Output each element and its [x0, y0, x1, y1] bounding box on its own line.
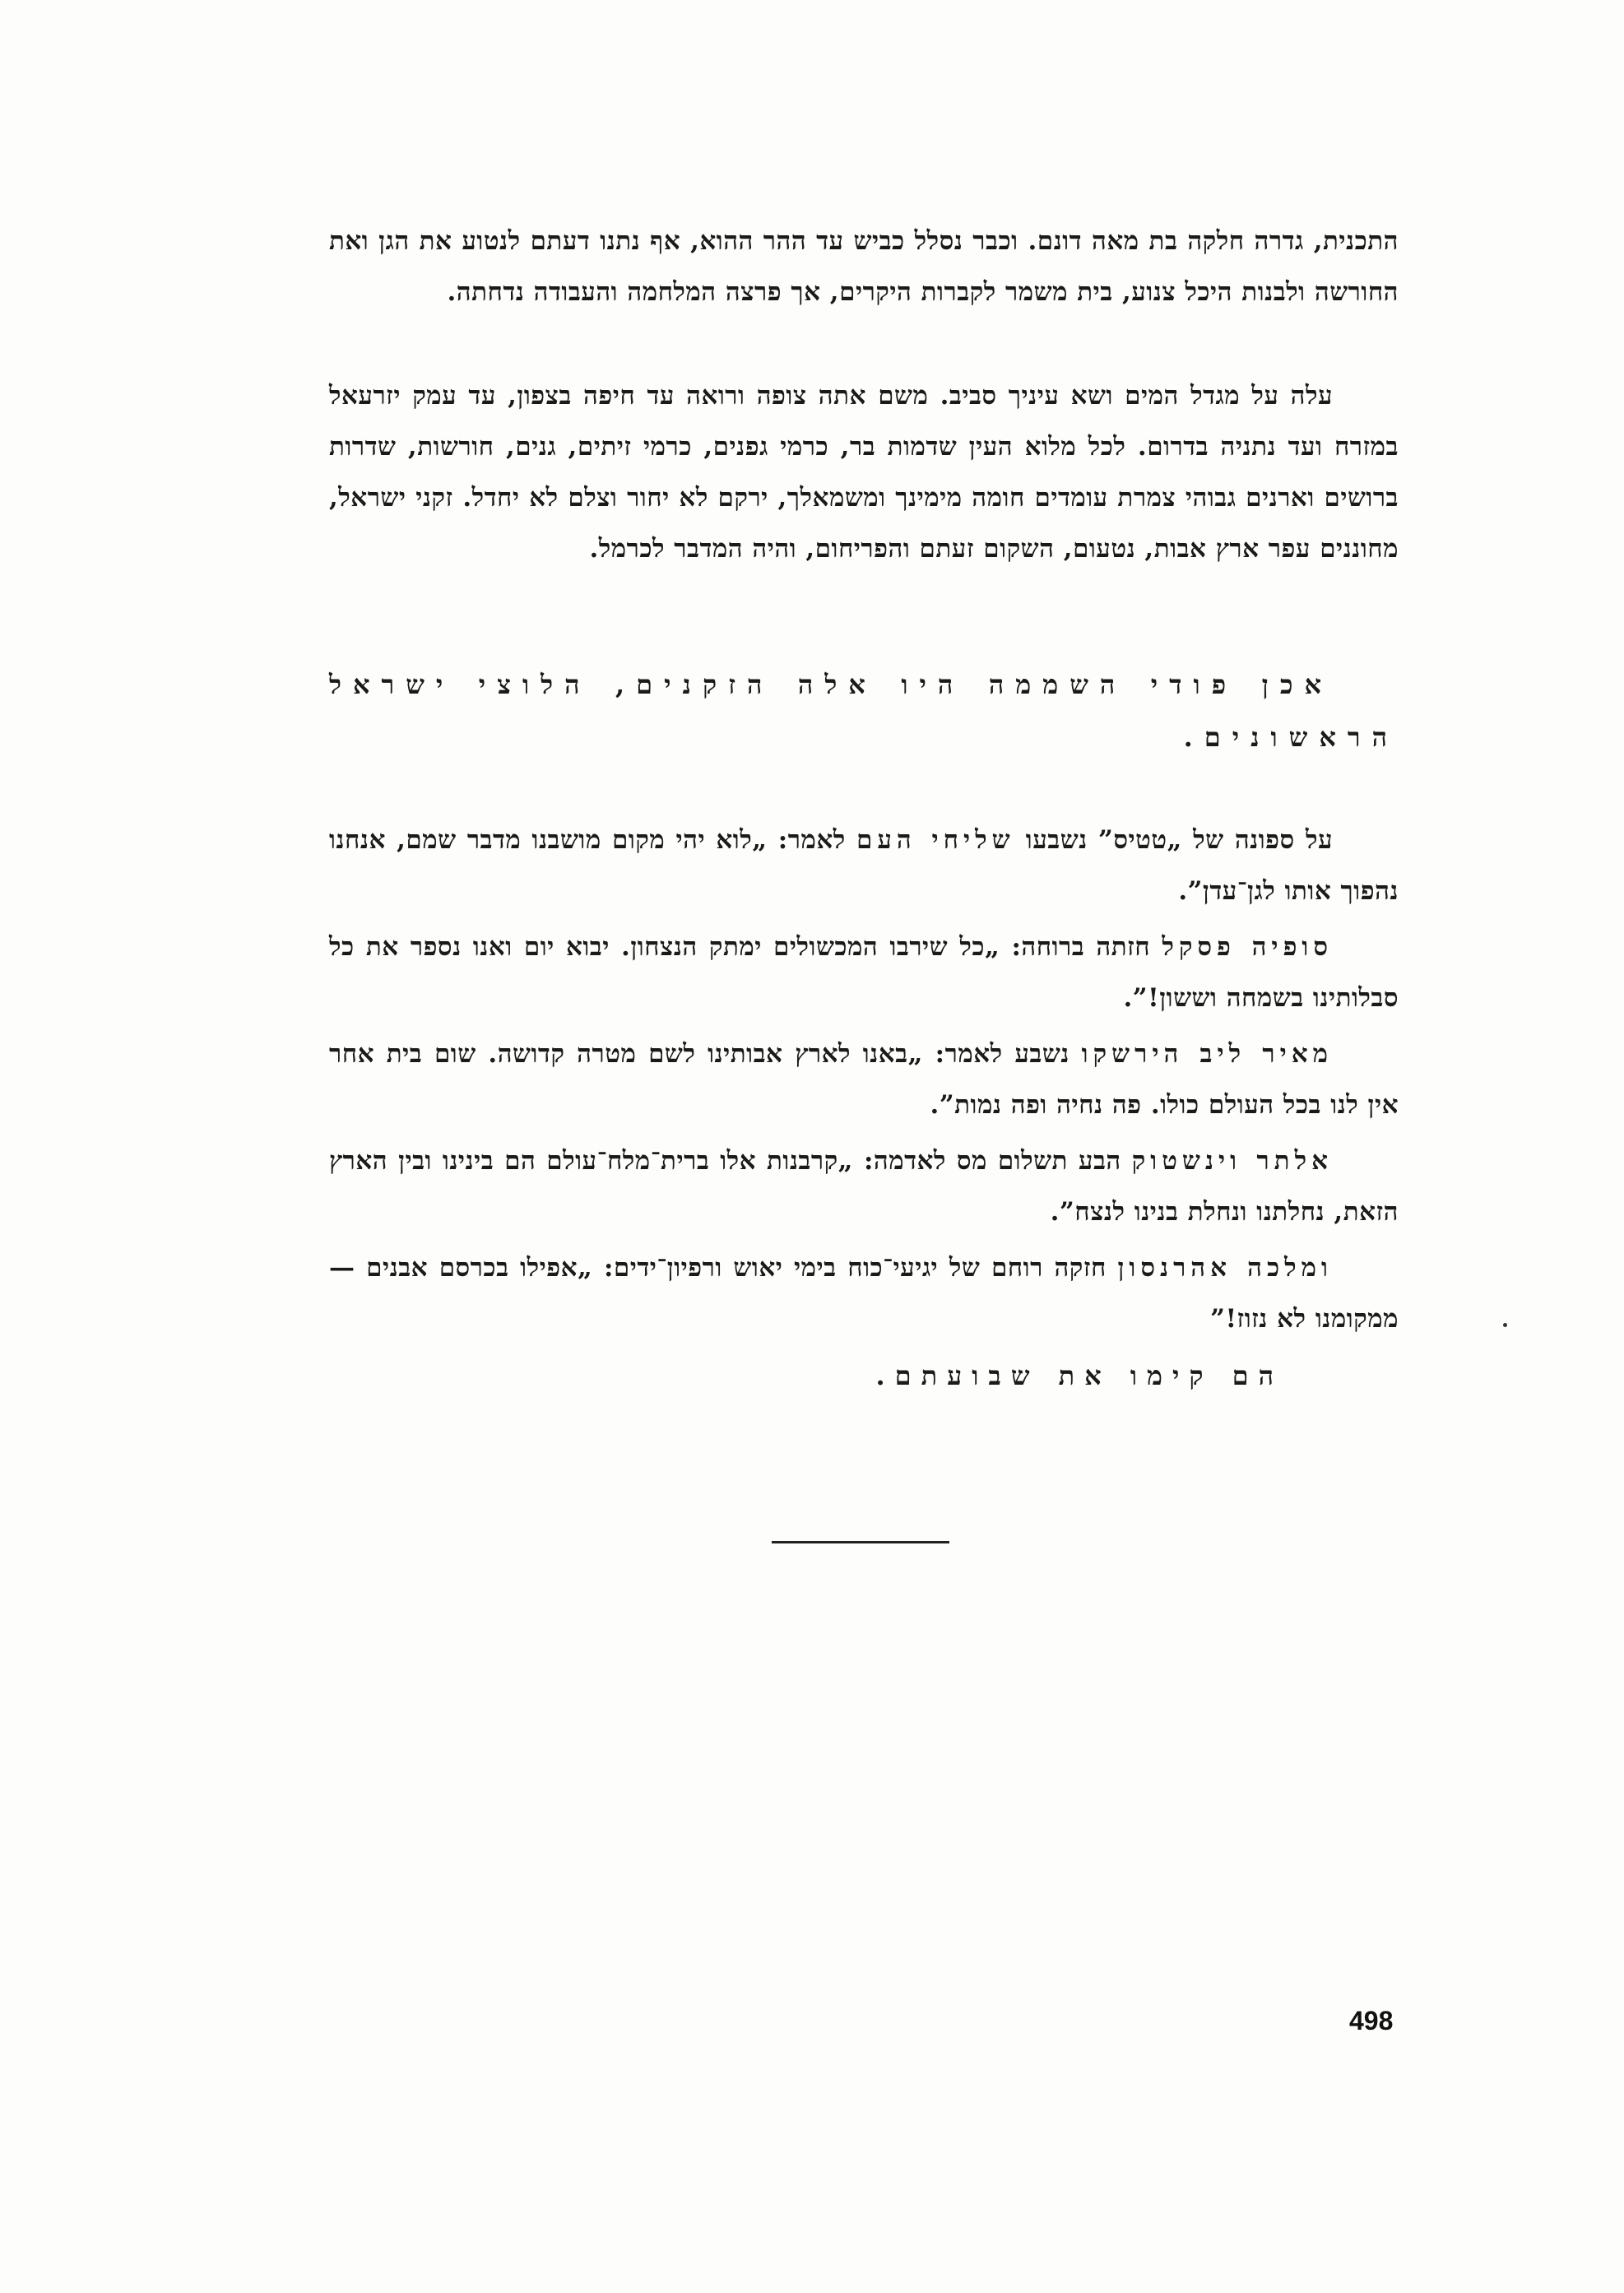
quote-text: נשבע לאמר: „באנו לארץ אבותינו לשם מטרה קדושה. שום בית אחר אין לנו בכל העולם כולו. פה נחיה ופה נמות”.	[329, 1039, 1399, 1120]
page-number: 498	[1349, 2006, 1394, 2035]
quotes-block	[329, 815, 1399, 1344]
quote-speaker: ומלכה אהרנסון	[1117, 1253, 1333, 1283]
spaced-statement: אכן פודי השממה היו אלה הזקנים, הלוצי ישראל הראשונים.	[329, 669, 1399, 753]
stray-mark	[1503, 1323, 1507, 1327]
quote-paragraph	[329, 1028, 1399, 1130]
quote-speaker: שליחי העם	[856, 825, 1015, 855]
quote-text: לאמר: „לוא יהי מקום מושבנו מדבר שמם, אנחנו נהפוך אותו לגן־עדן”.	[329, 825, 1399, 906]
quote-paragraph	[329, 921, 1399, 1023]
paragraph-water-tower: עלה על מגדל המים ושא עיניך סביב. משם אתה צופה ורואה עד חיפה בצפון, עד עמק יזרעאל במזרח ועד נתניה בדרום. לכל מלוא העין שדמות בר, כרמי גפנים, כרמי זיתים, גנים, חורשות, שדרות ברושים וארנים גבוהי צמרת עומדים חומה מימינך ומשמאלך, ירקם לא יחור וצלם לא יחדל. זקני ישראל, מחוננים עפר ארץ אבות, נטעום, השקום זעתם והפריחום, והיה המדבר לכרמל.	[329, 381, 1399, 564]
quote-speaker: מאיר ליב הירשקו	[1081, 1039, 1333, 1069]
quote-text: הבע תשלום מס לאדמה: „קרבנות אלו ברית־מלח־עולם הם בינינו ובין הארץ הזאת, נחלתנו ונחלת בנינו לנצח”.	[329, 1146, 1399, 1227]
quote-paragraph	[329, 815, 1399, 917]
quote-paragraph	[329, 1135, 1399, 1237]
body-text-top	[329, 216, 1399, 318]
closing-line: הם קימו את שבועתם.	[875, 1360, 1283, 1391]
spaced-statement-block	[329, 658, 1399, 764]
section-divider	[772, 1541, 949, 1543]
quote-speaker: אלתר וינשטוק	[1131, 1146, 1333, 1176]
quote-text: חזקה רוחם של יגיעי־כוח בימי יאוש ורפיון־ידים: „אפילו בכרסם אבנים — ממקומנו לא נזוז!”	[329, 1253, 1399, 1334]
quote-lead: על ספונה של „טטיס” נשבעו	[1025, 825, 1333, 855]
quote-speaker: סופיה פסקל	[1162, 932, 1333, 962]
body-text-view	[329, 370, 1399, 574]
quote-paragraph	[329, 1242, 1399, 1344]
quote-text: חזתה ברוחה: „כל שירבו המכשולים ימתק הנצחון. יבוא יום ואנו נספר את כל סבלותינו בשמחה וששון!”.	[329, 932, 1399, 1013]
paragraph-plan: התכנית, גדרה חלקה בת מאה דונם. וכבר נסלל כביש עד ההר ההוא, אף נתנו דעתם לנטוע את הגן ואת החורשה ולבנות היכל צנוע, בית משמר לקברות היקרים, אך פרצה המלחמה והעבודה נדחתה.	[329, 226, 1399, 307]
